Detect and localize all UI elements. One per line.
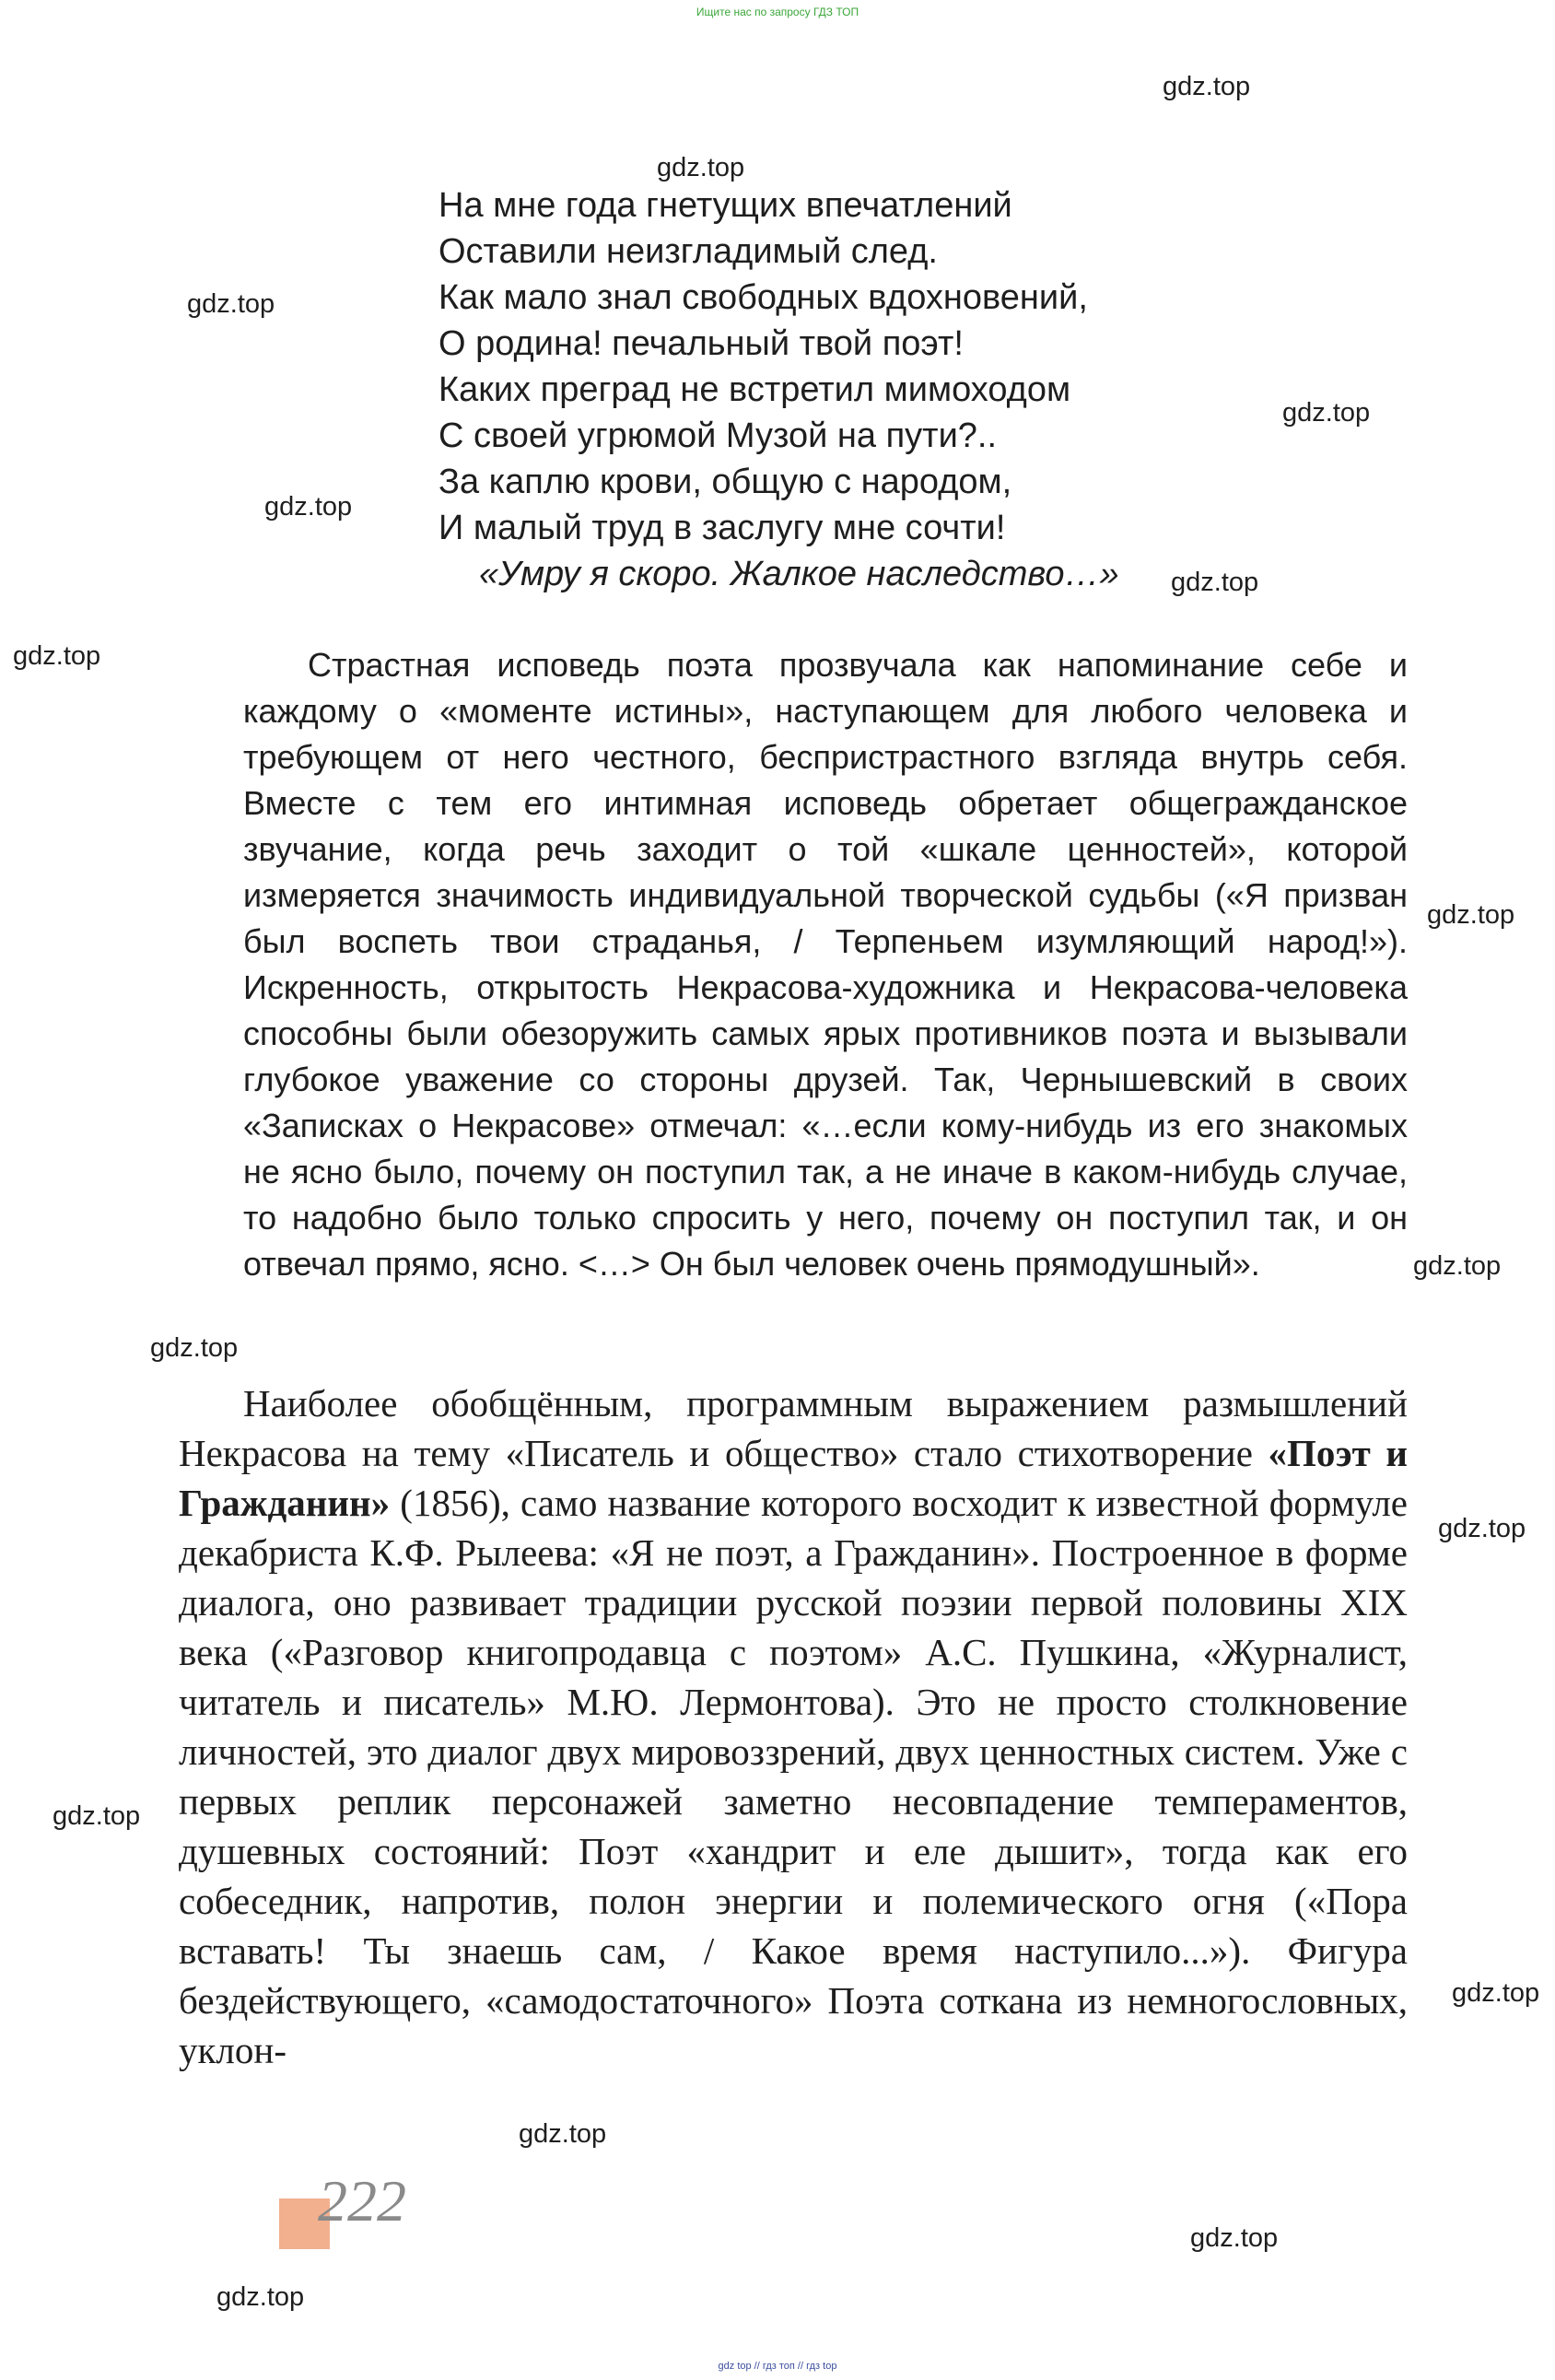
poem-line: Оставили неизгладимый след. xyxy=(438,232,938,271)
poem-title: «Поэт и Гражданин» xyxy=(179,1432,1408,1524)
watermark: gdz.top xyxy=(1427,900,1515,930)
poem-line: И малый труд в заслугу мне сочти! xyxy=(438,509,1006,547)
poem-line: С своей угрюмой Музой на пути?.. xyxy=(438,416,998,455)
header-note: Ищите нас по запросу ГДЗ ТОП xyxy=(696,6,859,18)
watermark: gdz.top xyxy=(1413,1251,1502,1281)
footer-note: gdz top // гдз топ // гдз top xyxy=(718,2361,837,2372)
watermark: gdz.top xyxy=(53,1801,141,1831)
paragraph-text-start: Наиболее обобщённым, программным выражением размышлений Некрасова на тему «Писатель и общество» стало стихотворение xyxy=(179,1382,1408,1474)
watermark: gdz.top xyxy=(519,2119,607,2149)
watermark: gdz.top xyxy=(1171,568,1259,597)
watermark: gdz.top xyxy=(1452,1978,1540,2008)
watermark: gdz.top xyxy=(187,289,275,319)
watermark: gdz.top xyxy=(264,492,353,522)
page-number: 222 xyxy=(318,2168,406,2233)
watermark: gdz.top xyxy=(1190,2223,1279,2253)
poem-line: Как мало знал свободных вдохновений, xyxy=(438,278,1088,317)
poem-line: Каких преград не встретил мимоходом xyxy=(438,370,1071,409)
poem-excerpt xyxy=(438,182,1268,597)
poem-line: За каплю крови, общую с народом, xyxy=(438,463,1012,501)
paragraph-poet-and-citizen xyxy=(179,1378,1408,2075)
watermark: gdz.top xyxy=(1438,1514,1526,1543)
poem-source: «Умру я скоро. Жалкое наследство…» xyxy=(479,555,1119,593)
paragraph-confession: Страстная исповедь поэта прозвучала как напоминание себе и каждому о «моменте истины», наступающем для любого человека и требующем от него честного, беспристрастного взгляда внутрь себя. Вместе с тем его интимная исповедь обретает общегражданское звучание, когда речь заходит о той «шкале ценностей», которой измеряется значимость индивидуальной творческой судьбы («Я призван был воспеть твои страданья, / Терпеньем изумляющий народ!»). Искренность, открытость Некрасова-художника и Некрасова-человека способны были обезоружить самых ярых противников поэта и вызывали глубокое уважение со стороны друзей. Так, Чернышевский в своих «Записках о Некрасове» отмечал: «…если кому-нибудь из его знакомых не ясно было, почему он поступил так, а не иначе в каком-нибудь случае, то надобно было только спросить у него, почему он поступил так, и он отвечал прямо, ясно. <…> Он был человек очень прямодушный». xyxy=(243,646,1408,1283)
poem-line: О родина! печальный твой поэт! xyxy=(438,324,964,363)
watermark: gdz.top xyxy=(1163,72,1251,101)
watermark: gdz.top xyxy=(1282,398,1371,428)
poem-line: На мне года гнетущих впечатлений xyxy=(438,186,1012,225)
watermark: gdz.top xyxy=(216,2282,305,2312)
paragraph-text-end: (1856), само название которого восходит к известной формуле декабриста К.Ф. Рылеева: «Я не поэт, а Гражданин». Построенное в форме диалога, оно развивает традиции русской поэзии первой половины XIX века («Разговор книгопродавца с поэтом» А.С. Пушкина, «Журналист, читатель и писатель» М.Ю. Лермонтова). Это не просто столкновение личностей, это диалог двух мировоззрений, двух ценностных систем. Уже с первых реплик персонажей заметно несовпадение темпераментов, душевных состояний: Поэт «хандрит и еле дышит», тогда как его собеседник, напротив, полон энергии и полемического огня («Пора вставать! Ты знаешь сам, / Какое время наступило...»). Фигура бездействующего, «самодостаточного» Поэта соткана из немногословных, уклон- xyxy=(179,1482,1408,2071)
watermark: gdz.top xyxy=(657,153,745,182)
watermark: gdz.top xyxy=(150,1333,239,1363)
watermark: gdz.top xyxy=(13,641,101,671)
